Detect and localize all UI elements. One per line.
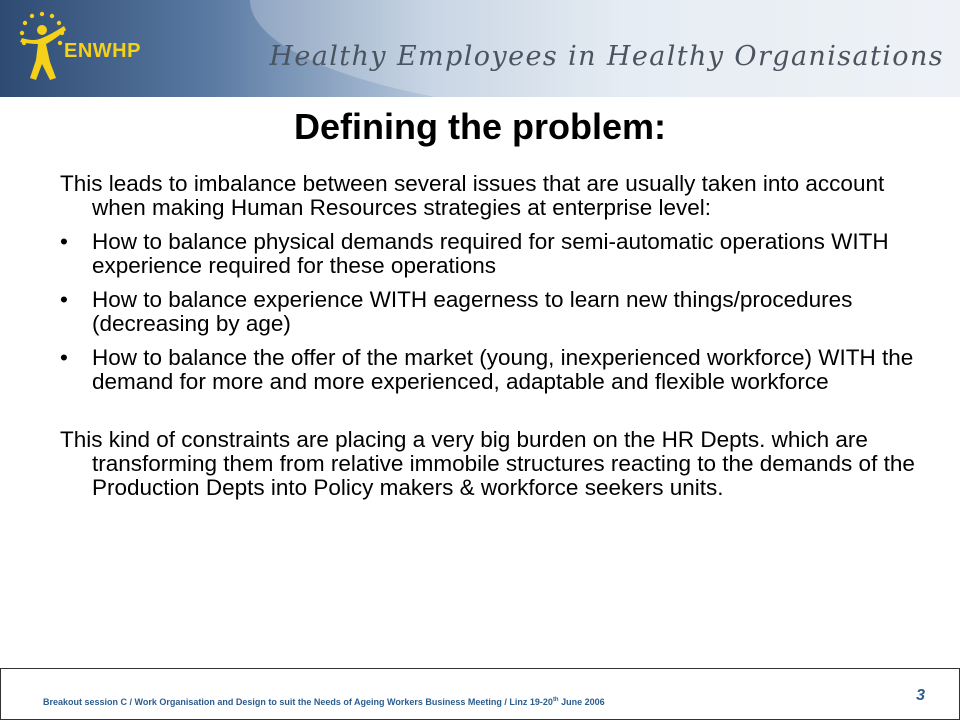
bullet-item xyxy=(60,230,920,278)
intro-paragraph: This leads to imbalance between several issues that are usually taken into account when making Human Resources strategies at enterprise level: xyxy=(60,171,885,220)
slide-footer xyxy=(0,668,960,720)
footer-caption-end: June 2006 xyxy=(558,697,605,707)
footer-caption-main: Breakout session C / Work Organisation and Design to suit the Needs of Ageing Workers Business Meeting / Linz 19-20 xyxy=(43,697,553,707)
header-tagline: Healthy Employees in Healthy Organisations xyxy=(269,41,944,72)
slide-header xyxy=(0,0,960,97)
bullet-item xyxy=(60,346,920,394)
page-number: 3 xyxy=(916,687,925,704)
bullet-text: How to balance the offer of the market (young, inexperienced workforce) WITH the demand for more and more experienced, adaptable and flexible workforce xyxy=(92,345,914,394)
slide-body xyxy=(60,172,920,500)
slide-title: Defining the problem: xyxy=(294,106,666,147)
bullet-marker: • xyxy=(60,345,68,370)
bullet-text: How to balance experience WITH eagerness to learn new things/procedures (decreasing by age) xyxy=(92,287,853,336)
bullet-marker: • xyxy=(60,229,68,254)
bullet-marker: • xyxy=(60,287,68,312)
bullet-text: How to balance physical demands required for semi-automatic operations WITH experience required for these operations xyxy=(92,229,889,278)
footer-caption xyxy=(43,697,605,707)
logo-text: ENWHP xyxy=(64,40,141,62)
closing-paragraph: This kind of constraints are placing a very big burden on the HR Depts. which are transforming them from relative immobile structures reacting to the demands of the Production Depts into Policy makers & workforce seekers units. xyxy=(60,427,915,500)
footer-superscript: th xyxy=(552,697,559,703)
bullet-item xyxy=(60,288,920,336)
